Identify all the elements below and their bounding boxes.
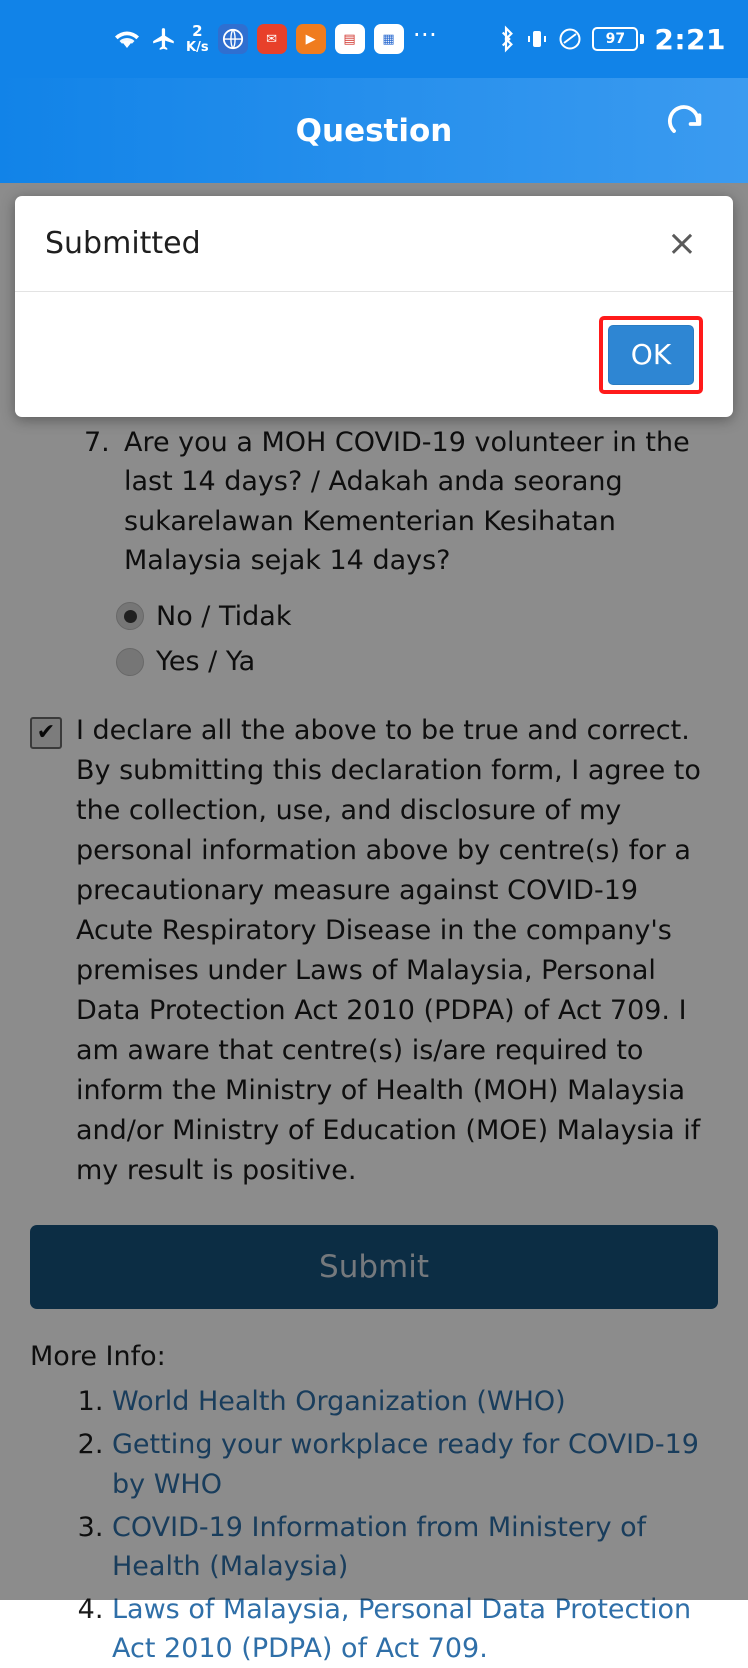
radio-icon-yes[interactable] bbox=[116, 648, 144, 676]
declaration-checkbox[interactable] bbox=[30, 717, 62, 749]
radio-icon-no[interactable] bbox=[116, 602, 144, 630]
page-title: Question bbox=[295, 112, 453, 149]
declaration-text: I declare all the above to be true and correct. By submitting this declaration form, I agree to the collection, use, and disclosure of my personal information above by centre(s) for a precautionary measure against COVID-19 Acute Respiratory Disease in the company's premises under Laws of Malaysia, Personal Data Protection Act 2010 (PDPA) of Act 709. I am aware that centre(s) is/are required to inform the Ministry of Health (MOH) Malaysia and/or Ministry of Education (MOE) Malaysia if my result is positive. bbox=[76, 715, 701, 1186]
do-not-disturb-icon bbox=[558, 27, 582, 51]
ok-button[interactable]: OK bbox=[608, 325, 694, 385]
link-pdpa[interactable]: Laws of Malaysia, Personal Data Protection Act 2010 (PDPA) of Act 709. bbox=[112, 1593, 692, 1665]
dialog-footer bbox=[15, 292, 733, 417]
airplane-mode-icon bbox=[151, 26, 177, 52]
bluetooth-icon bbox=[496, 26, 516, 52]
app-icon-media: ▶ bbox=[296, 24, 326, 54]
dialog-header bbox=[15, 196, 733, 292]
question-7-options bbox=[30, 597, 718, 682]
radio-option-yes[interactable] bbox=[116, 642, 718, 681]
network-speed-unit: K/s bbox=[186, 40, 209, 55]
app-icon-mail: ✉ bbox=[257, 24, 287, 54]
radio-option-no[interactable] bbox=[116, 597, 718, 636]
network-speed-indicator bbox=[186, 24, 209, 54]
question-7-number: 7. bbox=[84, 427, 110, 458]
radio-label-no: No / Tidak bbox=[156, 600, 292, 632]
question-7-text-row bbox=[30, 423, 718, 581]
clock: 2:21 bbox=[654, 22, 726, 56]
status-bar bbox=[0, 0, 748, 78]
question-7 bbox=[30, 423, 718, 681]
list-item bbox=[112, 1508, 718, 1586]
app-icon-bank: ▦ bbox=[374, 24, 404, 54]
app-icon-browser bbox=[218, 24, 248, 54]
battery-cap bbox=[640, 34, 644, 44]
status-bar-right bbox=[496, 0, 726, 78]
close-icon[interactable]: × bbox=[666, 222, 697, 264]
network-speed-value: 2 bbox=[192, 22, 203, 40]
list-item bbox=[112, 1425, 718, 1503]
refresh-icon[interactable] bbox=[664, 107, 712, 155]
link-workplace-ready[interactable]: Getting your workplace ready for COVID-19 by WHO bbox=[112, 1429, 699, 1500]
link-moh-info[interactable]: COVID-19 Information from Ministery of Health (Malaysia) bbox=[112, 1511, 647, 1582]
dialog-title: Submitted bbox=[45, 226, 201, 261]
wifi-icon bbox=[112, 27, 142, 51]
status-bar-left bbox=[112, 20, 439, 55]
battery-level: 97 bbox=[592, 27, 638, 51]
ok-button-highlight bbox=[599, 316, 703, 394]
submit-button[interactable]: Submit bbox=[30, 1225, 718, 1309]
radio-label-yes: Yes / Ya bbox=[156, 646, 256, 678]
check-icon: ✔ bbox=[36, 720, 56, 746]
more-info-heading: More Info: bbox=[30, 1340, 166, 1372]
more-info-list bbox=[30, 1382, 718, 1668]
battery-indicator bbox=[592, 27, 644, 51]
link-who[interactable]: World Health Organization (WHO) bbox=[112, 1386, 566, 1418]
list-item bbox=[112, 1382, 718, 1421]
app-icon-news: ▤ bbox=[335, 24, 365, 54]
list-item bbox=[112, 1590, 718, 1668]
more-dots-icon: ⋯ bbox=[412, 20, 439, 48]
vibrate-icon bbox=[526, 27, 548, 51]
submitted-dialog bbox=[15, 196, 733, 417]
question-7-label: Are you a MOH COVID-19 volunteer in the last 14 days? / Adakah anda seorang sukarelawan Kementerian Kesihatan Malaysia sejak 14 days? bbox=[124, 427, 690, 577]
declaration-row bbox=[30, 711, 718, 1190]
app-bar bbox=[0, 78, 748, 183]
more-info-section bbox=[30, 1337, 718, 1668]
